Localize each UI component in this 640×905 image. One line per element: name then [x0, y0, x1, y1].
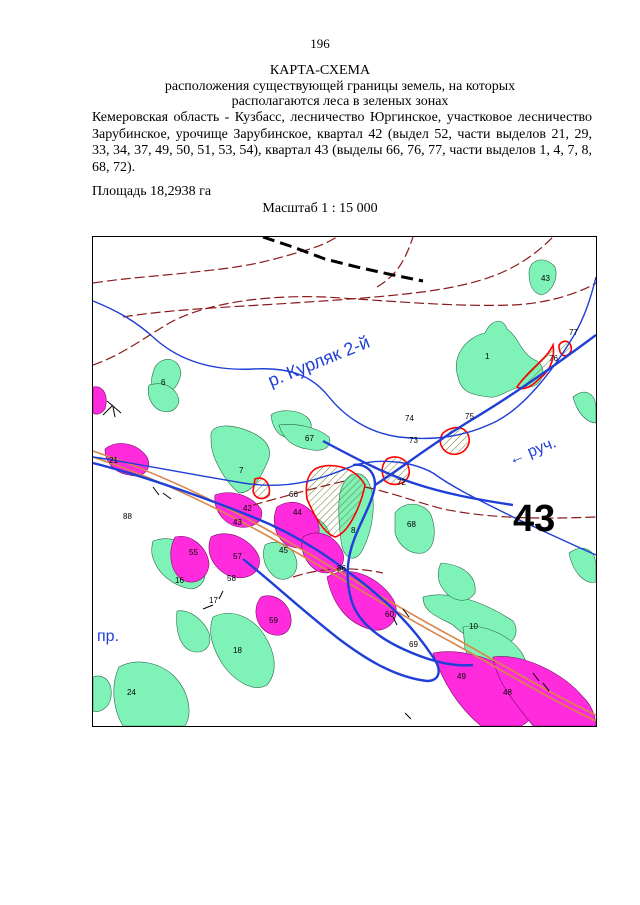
parcel-label: 24	[127, 688, 136, 697]
parcel-label: 76	[549, 354, 558, 363]
parcel-label: 45	[279, 546, 288, 555]
dashed-road	[377, 237, 413, 287]
parcel-label: 49	[457, 672, 466, 681]
parcel-label: 44	[293, 508, 302, 517]
parcel-label: 55	[189, 548, 198, 557]
map-title: КАРТА-СХЕМА	[269, 63, 371, 78]
parcel-label: 74	[405, 414, 414, 423]
page-number: 196	[310, 36, 330, 51]
parcel-label: 16	[175, 576, 184, 585]
map-subtitle: расположения существующей границы земель, на которых располагаются леса в зеленых зонах	[164, 79, 516, 109]
parcel-label: 57	[233, 552, 242, 561]
parcel-label: 86	[337, 564, 346, 573]
parcel-label: 42	[243, 504, 252, 513]
parcel-label: 7	[239, 466, 244, 475]
forest-patch	[93, 676, 111, 712]
parcel-label: 43	[233, 518, 242, 527]
parcel-label: 6	[161, 378, 166, 387]
stream-label: ← руч.	[506, 434, 559, 469]
side-label: пр.	[97, 628, 120, 645]
target-parcel	[253, 478, 269, 498]
magenta-zone	[93, 387, 106, 414]
location-description: Кемеровская область - Кузбасс, лесничество Юргинское, участковое лесничество Зарубинское, урочище Зарубинское, квартал 42 (выдел 52, части выделов 21, 29, 33, 34, 37, 49, 50, 51, 53, 54), квартал 43 (выделы 66, 76, 77, части выделов 1, 4, 7, 8, 68, 72).	[92, 110, 592, 175]
parcel-label: 1	[485, 352, 490, 361]
forest-patch	[114, 662, 189, 726]
parcel-label: 18	[233, 646, 242, 655]
parcel-label: 75	[465, 412, 474, 421]
parcel-label: 68	[407, 520, 416, 529]
boundary-heavy-dashed	[263, 237, 423, 281]
forest-patch	[573, 392, 596, 423]
parcel-label: 69	[409, 640, 418, 649]
parcel-label: 17	[209, 596, 218, 605]
parcel-label: 8	[351, 526, 356, 535]
river-label: р. Курляк 2-й	[265, 331, 373, 391]
parcel-label: 21	[109, 456, 118, 465]
quarter-number: 43	[513, 498, 556, 540]
parcel-label: 43	[541, 274, 550, 283]
parcel-label: 58	[227, 574, 236, 583]
parcel-label: 60	[385, 610, 394, 619]
forest-patch	[177, 611, 210, 652]
map-frame	[92, 236, 597, 727]
parcel-label: 88	[123, 512, 132, 521]
parcel-label: 77	[569, 328, 578, 337]
parcel-label: 66	[289, 490, 298, 499]
area-text: Площадь 18,2938 га	[92, 184, 212, 199]
parcel-label: 67	[305, 434, 314, 443]
parcel-label: 73	[409, 436, 418, 445]
dashed-road	[93, 237, 337, 283]
map-canvas	[93, 237, 596, 726]
parcel-label: 48	[503, 688, 512, 697]
parcel-label: 72	[397, 478, 406, 487]
parcel-label: 59	[269, 616, 278, 625]
scale-text: Масштаб 1 : 15 000	[262, 201, 378, 216]
parcel-label: 10	[469, 622, 478, 631]
magenta-zone	[327, 571, 396, 630]
